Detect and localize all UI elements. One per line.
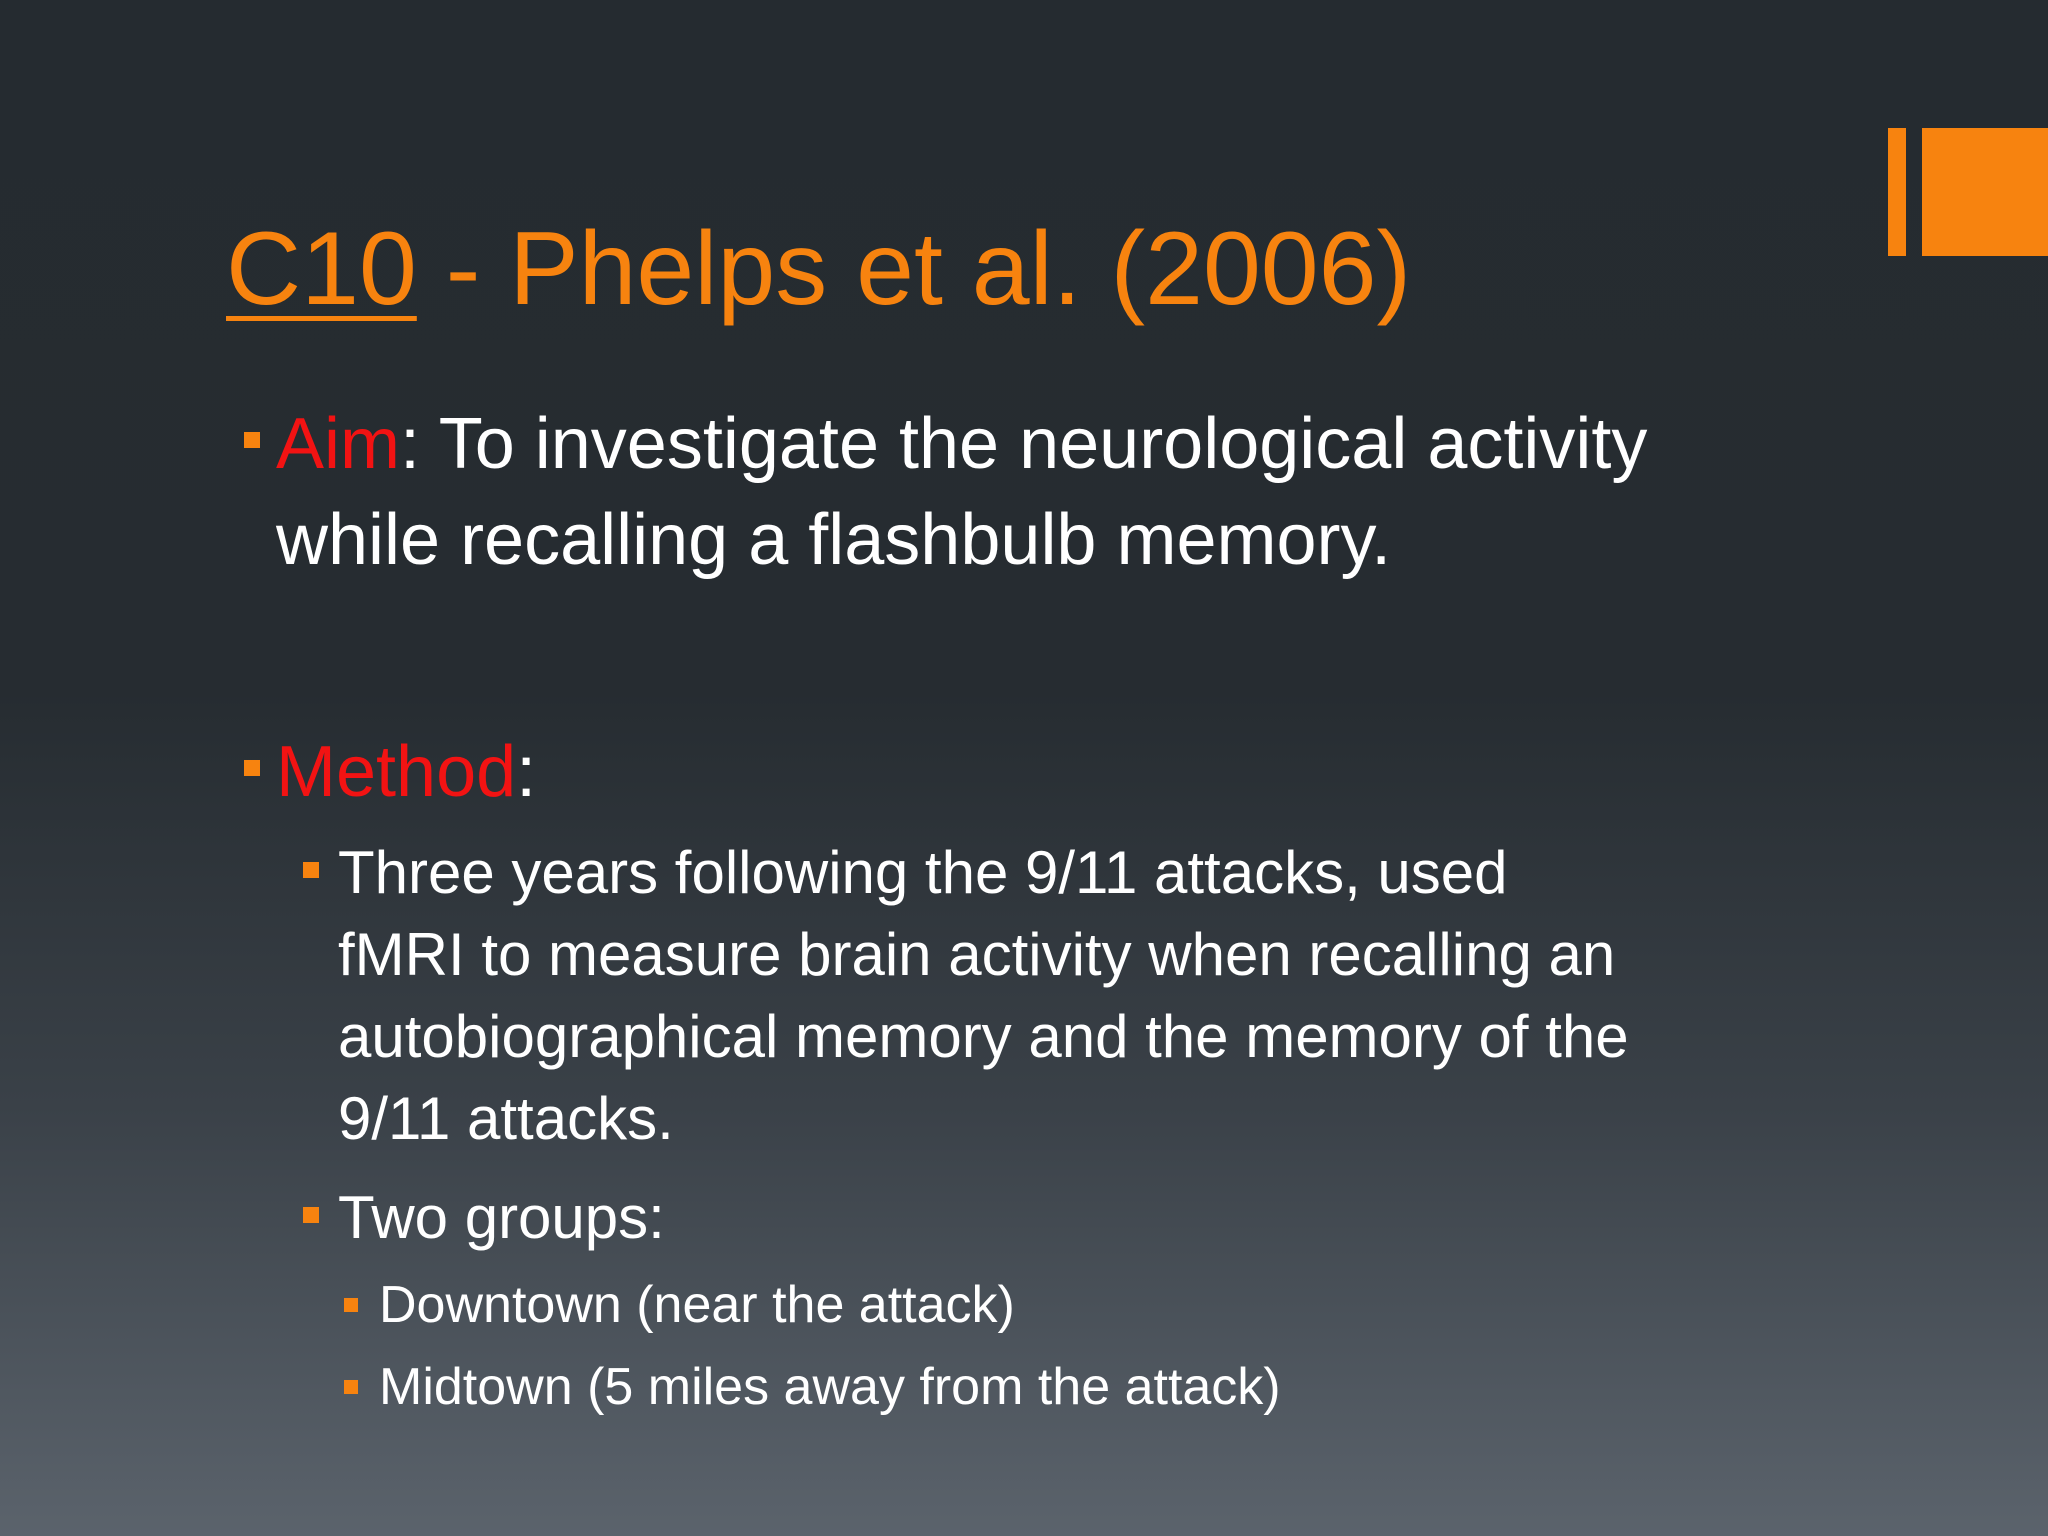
aim-text-line-1: To investigate the neurological activity [420, 404, 1648, 484]
aim-label: Aim [276, 404, 400, 484]
group-downtown-marker [344, 1298, 358, 1312]
method-point-1-marker [303, 862, 319, 878]
method-point-1-line-3: autobiographical memory and the memory of the [338, 1003, 1629, 1070]
title-code-link[interactable]: C10 [226, 211, 417, 327]
aim-bullet-marker [244, 432, 260, 448]
group-downtown: Downtown (near the attack) [379, 1276, 1015, 1334]
method-bullet [276, 724, 536, 820]
group-midtown: Midtown (5 miles away from the attack) [379, 1358, 1281, 1416]
aim-line-2: while recalling a flashbulb memory. [276, 500, 1392, 580]
method-point-1-line-2: fMRI to measure brain activity when recalling an [338, 921, 1616, 988]
method-point-1 [338, 832, 1629, 1160]
method-point-2 [338, 1177, 665, 1259]
aim-separator: : [400, 404, 421, 484]
method-bullet-marker [244, 760, 260, 776]
method-point-1-line-4: 9/11 attacks. [338, 1085, 674, 1152]
aim-bullet [276, 396, 1647, 588]
method-point-2-marker [303, 1207, 319, 1223]
title-text: - Phelps et al. (2006) [416, 211, 1412, 327]
group-midtown-marker [344, 1380, 358, 1394]
method-label: Method [276, 732, 517, 812]
method-point-2-line-1: Two groups: [338, 1184, 665, 1251]
aim-line-1 [276, 396, 1647, 492]
method-separator: : [516, 732, 537, 812]
method-point-1-line-1: Three years following the 9/11 attacks, used [338, 839, 1508, 906]
